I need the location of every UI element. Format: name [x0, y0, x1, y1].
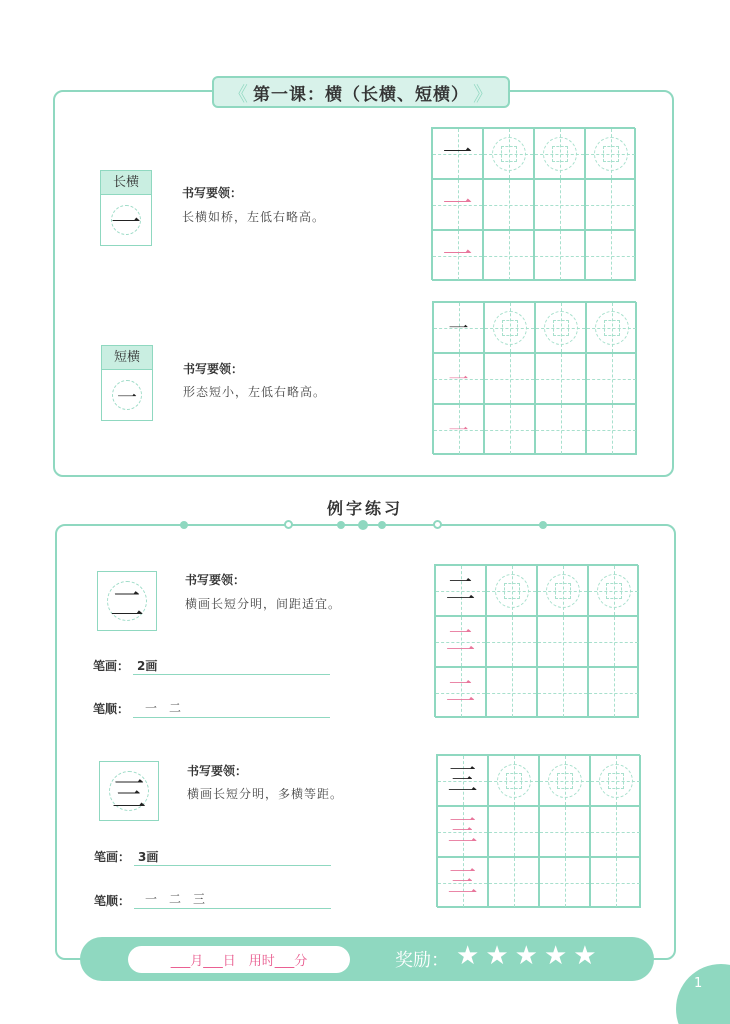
grid-char: 一	[448, 315, 469, 340]
stroke-sample	[102, 370, 152, 420]
page-corner	[676, 964, 730, 1024]
divider-dot	[180, 521, 188, 529]
grid-cell[interactable]	[433, 404, 484, 455]
strokes-label: 笔画：	[93, 659, 130, 673]
chevron-left-icon: 《	[228, 81, 249, 106]
order-value: 一 二 三	[145, 892, 206, 906]
grid-cell[interactable]	[432, 128, 483, 179]
grid-cell[interactable]	[435, 616, 486, 667]
field-underline	[134, 908, 331, 909]
examples-title: 例字练习	[326, 499, 403, 518]
grid-cell[interactable]	[590, 806, 641, 857]
order-label: 笔顺：	[94, 894, 131, 908]
stroke-label-card	[101, 345, 153, 421]
grid-cell[interactable]	[535, 353, 586, 404]
reward-stars	[456, 943, 597, 969]
grid-cell[interactable]	[590, 755, 641, 806]
star-icon[interactable]: ★	[514, 941, 538, 971]
tip-title: 书写要领：	[183, 362, 244, 376]
star-icon[interactable]: ★	[485, 941, 509, 971]
lesson-title-banner	[212, 76, 510, 108]
tip-text: 长横如桥，左低右略高。	[182, 210, 326, 224]
stroke-char: 一	[117, 384, 137, 409]
grid-char-trace: 一	[442, 186, 473, 222]
grid-cell[interactable]	[437, 755, 488, 806]
stroke-char: 一	[111, 206, 141, 241]
chevron-right-icon: 》	[473, 81, 494, 106]
grid-cell[interactable]	[488, 755, 539, 806]
practice-grid	[434, 564, 638, 717]
lesson-title: 第一课：横（长横、短横）	[253, 84, 469, 105]
example-char: 二	[110, 584, 144, 625]
grid-cell[interactable]	[588, 565, 639, 616]
grid-cell[interactable]	[586, 302, 637, 353]
divider	[440, 524, 540, 526]
grid-cell[interactable]	[483, 128, 534, 179]
grid-char-trace: 二	[445, 623, 476, 659]
field-underline	[133, 674, 330, 675]
divider-ring	[284, 520, 293, 529]
grid-cell[interactable]	[484, 353, 535, 404]
grid-cell[interactable]	[535, 404, 586, 455]
star-icon[interactable]: ★	[543, 941, 568, 971]
grid-cell[interactable]	[433, 302, 484, 353]
practice-grid	[436, 754, 640, 907]
grid-char: 二	[445, 572, 476, 608]
grid-cell[interactable]	[537, 667, 588, 718]
divider-dot	[539, 521, 547, 529]
divider-dot	[337, 521, 345, 529]
stroke-label-card	[100, 170, 152, 246]
grid-char-trace: 一	[448, 366, 469, 391]
grid-cell[interactable]	[484, 404, 535, 455]
grid-char-trace: 二	[445, 674, 476, 710]
grid-char-trace: 三	[447, 813, 478, 849]
grid-cell[interactable]	[534, 179, 585, 230]
stroke-sample	[101, 195, 151, 245]
example-char-card	[97, 571, 157, 631]
strokes-label: 笔画：	[94, 850, 131, 864]
tip-title: 书写要领：	[185, 573, 246, 587]
grid-cell[interactable]	[486, 616, 537, 667]
grid-cell[interactable]	[432, 230, 483, 281]
grid-cell[interactable]	[483, 179, 534, 230]
grid-cell[interactable]	[486, 667, 537, 718]
grid-cell[interactable]	[432, 179, 483, 230]
grid-char-trace: 三	[447, 864, 478, 900]
grid-cell[interactable]	[435, 565, 486, 616]
grid-char-trace: 一	[448, 417, 469, 442]
tip-text: 形态短小，左低右略高。	[183, 385, 327, 399]
stroke-label: 短横	[102, 346, 152, 370]
tip-title: 书写要领：	[187, 764, 248, 778]
grid-cell[interactable]	[537, 565, 588, 616]
grid-cell[interactable]	[586, 353, 637, 404]
strokes-value: 2画	[137, 659, 158, 673]
grid-cell[interactable]	[488, 857, 539, 908]
divider-ring	[433, 520, 442, 529]
divider-dot	[358, 520, 368, 530]
grid-cell[interactable]	[534, 128, 585, 179]
divider-dot	[378, 521, 386, 529]
grid-cell[interactable]	[590, 857, 641, 908]
grid-cell[interactable]	[437, 806, 488, 857]
divider	[183, 524, 283, 526]
grid-cell[interactable]	[588, 616, 639, 667]
tip-text: 横画长短分明，间距适宜。	[185, 597, 342, 611]
field-underline	[134, 865, 331, 866]
guide-circle	[111, 205, 141, 235]
grid-cell[interactable]	[483, 230, 534, 281]
grid-char: 三	[447, 762, 478, 798]
practice-grid	[431, 127, 635, 280]
page-number: 1	[694, 976, 703, 991]
grid-cell[interactable]	[534, 230, 585, 281]
grid-cell[interactable]	[585, 128, 636, 179]
grid-cell[interactable]	[488, 806, 539, 857]
grid-cell[interactable]	[537, 616, 588, 667]
grid-char: 一	[442, 135, 473, 171]
reward-label: 奖励：	[395, 950, 449, 971]
grid-cell[interactable]	[484, 302, 535, 353]
grid-cell[interactable]	[535, 302, 586, 353]
grid-cell[interactable]	[435, 667, 486, 718]
grid-cell[interactable]	[437, 857, 488, 908]
practice-grid	[432, 301, 636, 454]
example-char: 三	[112, 774, 146, 815]
strokes-value: 3画	[138, 850, 159, 864]
guide-circle	[112, 380, 142, 410]
tip-text: 横画长短分明，多横等距。	[187, 787, 344, 801]
grid-cell[interactable]	[588, 667, 639, 718]
grid-cell[interactable]	[486, 565, 537, 616]
date-time-field[interactable]: ___月___日 用时___分	[128, 946, 350, 973]
field-underline	[133, 717, 330, 718]
grid-char-trace: 一	[442, 237, 473, 273]
grid-cell[interactable]	[585, 179, 636, 230]
order-value: 一 二	[145, 701, 182, 715]
star-icon[interactable]: ★	[456, 941, 480, 971]
grid-cell[interactable]	[585, 230, 636, 281]
grid-cell[interactable]	[433, 353, 484, 404]
example-char-card	[99, 761, 159, 821]
grid-cell[interactable]	[539, 755, 590, 806]
order-label: 笔顺：	[93, 702, 130, 716]
stroke-label: 长横	[101, 171, 151, 195]
grid-cell[interactable]	[586, 404, 637, 455]
tip-title: 书写要领：	[182, 186, 243, 200]
star-icon[interactable]: ★	[573, 941, 597, 971]
grid-cell[interactable]	[539, 857, 590, 908]
grid-cell[interactable]	[539, 806, 590, 857]
